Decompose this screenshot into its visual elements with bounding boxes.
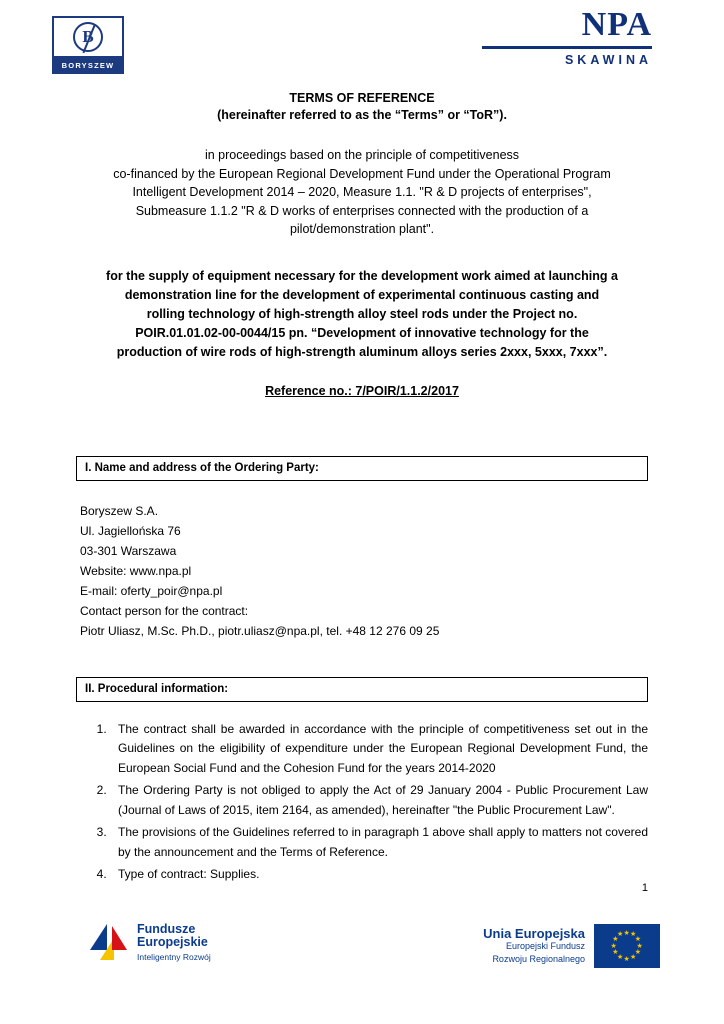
eu-star-icon: ★ [634,936,642,943]
title-line-2: (hereinafter referred to as the “Terms” or “ToR”). [217,108,507,122]
procedural-list [76,720,648,885]
subject-line-2: demonstration line for the development of experimental continuous casting and [124,287,600,302]
fundusze-europejskie-logo [88,922,211,964]
title-line-1: TERMS OF REFERENCE [289,91,435,105]
npa-logo [482,8,652,67]
npa-sublabel: SKAWINA [564,53,652,67]
page-footer [0,922,724,982]
fundusze-text [137,923,211,964]
street-address: Ul. Jagiellońska 76 [80,523,181,538]
email-line: E-mail: oferty_poir@npa.pl [80,583,223,598]
list-item: 1. The contract shall be awarded in accordance with the principle of competitiveness set out in the Guidelines on the eligibility of expenditure under the European Regional Development Fund, the European Social Fund and the Cohesion Fund for the years 2014-2020 [110,720,648,779]
intro-line-1: in proceedings based on the principle of competitiveness [204,148,520,162]
eu-star-icon: ★ [630,953,637,961]
ordering-party-details [76,501,648,641]
eu-star-icon: ★ [610,942,617,950]
intro-line-3: Intelligent Development 2014 – 2020, Measure 1.1. "R & D projects of enterprises", [132,185,592,199]
subject-line-5: production of wire rods of high-strength aluminum alloys series 2xxx, 5xxx, 7xxx”. [116,344,608,359]
eu-flag-icon [594,924,660,968]
eu-star-icon: ★ [612,949,619,956]
page-number: 1 [641,882,648,894]
eu-star-icon: ★ [630,931,637,939]
subject-line-4: POIR.01.01.02-00-0044/15 pn. “Development of innovative technology for the [135,325,589,340]
subject-line-3: rolling technology of high-strength alloy steel rods under the Project no. [146,306,578,321]
contact-person: Piotr Uliasz, M.Sc. Ph.D., piotr.uliasz@npa.pl, tel. +48 12 276 09 25 [80,623,440,638]
subject-line-1: for the supply of equipment necessary for the development work aimed at launching a [106,268,618,283]
eu-star-icon: ★ [634,949,642,956]
eu-line-2: Europejski Fundusz [505,940,585,951]
npa-wordmark: NPA [581,6,652,43]
intro-paragraph [76,146,648,239]
fundusze-triangles-icon [88,922,130,964]
list-item: 3. The provisions of the Guidelines referred to in paragraph 1 above shall apply to matters not covered by the announcement and the Terms of Reference. [110,823,648,862]
section-heading-ordering-party: I. Name and address of the Ordering Party: [76,456,648,481]
eu-line-1: Unia Europejska [483,925,585,941]
page-title [76,90,648,124]
boryszew-name: BORYSZEW [52,58,124,74]
intro-line-5: pilot/demonstration plant". [289,222,435,236]
intro-line-4: Submeasure 1.1.2 "R & D works of enterprises connected with the production of a [135,203,589,218]
intro-line-2: co-financed by the European Regional Development Fund under the Operational Program [113,166,611,181]
fundusze-line-1: Fundusze [137,921,196,936]
fundusze-line-3: Inteligentny Rozwój [137,951,211,962]
eu-star-icon: ★ [623,929,630,937]
page-header [61,0,652,78]
company-name: Boryszew S.A. [80,503,159,518]
reference-number: Reference no.: 7/POIR/1.1.2/2017 [265,383,459,398]
list-item: 2. The Ordering Party is not obliged to apply the Act of 29 January 2004 - Public Procurement Law (Journal of Laws of 2015, item 2164, as amended), hereinafter "the Public Procurement Law". [110,781,648,820]
npa-rule [482,46,652,49]
list-item: 4. Type of contract: Supplies. [110,865,648,885]
eu-star-icon: ★ [617,931,624,939]
contact-label: Contact person for the contract: [80,603,249,618]
european-union-logo [483,924,660,968]
subject-paragraph [76,267,648,362]
fundusze-line-2: Europejskie [137,934,208,949]
eu-star-icon: ★ [623,955,630,963]
boryszew-letter: B [82,27,94,47]
eu-star-icon: ★ [636,942,643,950]
eu-star-icon: ★ [617,953,624,961]
website-line: Website: www.npa.pl [80,563,192,578]
boryszew-emblem [52,16,124,58]
boryszew-logo [52,16,124,74]
section-heading-procedural: II. Procedural information: [76,677,648,702]
eu-text [483,927,585,966]
city-address: 03-301 Warszawa [80,543,177,558]
eu-line-3: Rozwoju Regionalnego [492,953,585,964]
eu-star-icon: ★ [612,936,619,943]
